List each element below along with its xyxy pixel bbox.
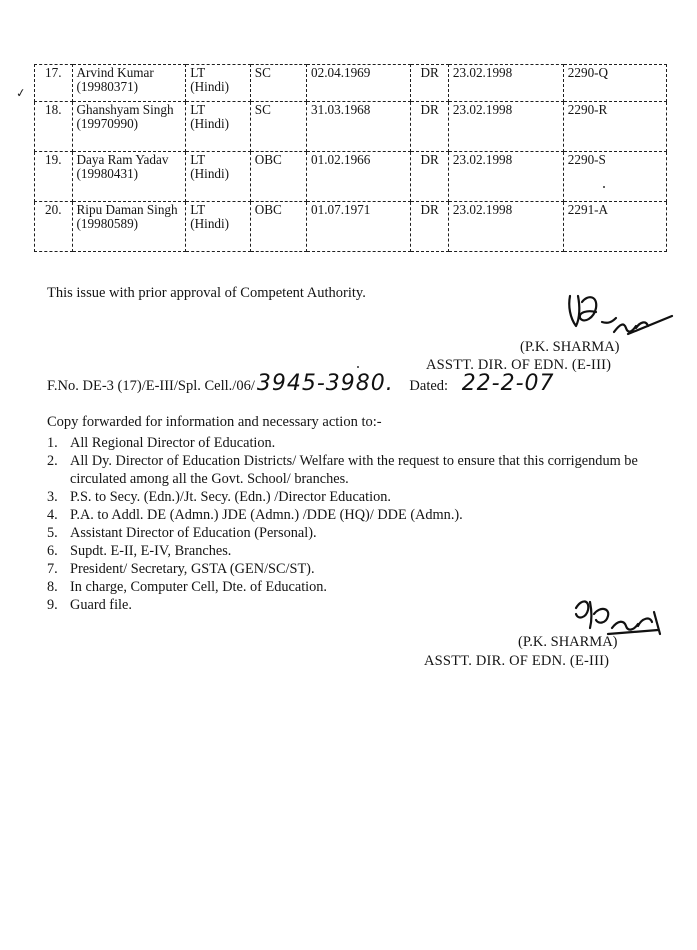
list-item-number: 4. [47, 507, 58, 523]
list-item-text: Supdt. E-II, E-IV, Branches. [70, 543, 232, 559]
file-number-typed: F.No. DE-3 (17)/E-III/Spl. Cell./06/ [47, 378, 255, 394]
name-cell: Arvind Kumar (19980371) [72, 65, 186, 102]
code-cell: 2290-S [563, 152, 666, 202]
date-handwritten: 22-2-07 [461, 371, 555, 396]
table-row [35, 152, 667, 202]
signatory-2-designation: ASSTT. DIR. OF EDN. (E-III) [424, 653, 610, 669]
list-item-text: Assistant Director of Education (Personal). [70, 525, 317, 541]
code-cell: 2290-Q [563, 65, 666, 102]
staff-records-table [34, 64, 667, 252]
dated-label: Dated: [409, 378, 449, 394]
list-item [47, 542, 647, 560]
list-item-text: Guard file. [70, 597, 132, 613]
scan-speck [357, 366, 359, 368]
dob-cell: 31.03.1968 [307, 102, 411, 152]
category-cell: OBC [250, 152, 306, 202]
mode-cell: DR [411, 102, 449, 152]
list-item-number: 8. [47, 579, 58, 595]
joining-date-cell: 23.02.1998 [448, 102, 563, 152]
joining-date-cell: 23.02.1998 [448, 65, 563, 102]
list-item-number: 6. [47, 543, 58, 559]
list-item [47, 578, 647, 596]
category-cell: SC [250, 102, 306, 152]
name-cell: Ghanshyam Singh (19970990) [72, 102, 186, 152]
file-number-handwritten: 3945-3980. [256, 371, 394, 396]
signatory-1-name: (P.K. SHARMA) [520, 339, 620, 355]
list-item-text: President/ Secretary, GSTA (GEN/SC/ST). [70, 561, 315, 577]
list-item-text: In charge, Computer Cell, Dte. of Education. [70, 579, 328, 595]
list-item [47, 434, 647, 452]
serial-number-cell: 20. [35, 202, 73, 252]
list-item-number: 5. [47, 525, 58, 541]
list-item [47, 560, 647, 578]
mode-cell: DR [411, 202, 449, 252]
table-row [35, 65, 667, 102]
serial-number-cell: 17. [35, 65, 73, 102]
list-item-text: P.S. to Secy. (Edn.)/Jt. Secy. (Edn.) /Director Education. [70, 489, 391, 505]
list-item-text: All Regional Director of Education. [70, 435, 276, 451]
post-cell: LT (Hindi) [186, 65, 250, 102]
name-cell: Daya Ram Yadav (19980431) [72, 152, 186, 202]
file-number-line [47, 371, 555, 401]
copy-recipient-list [47, 434, 647, 614]
list-item-number: 1. [47, 435, 58, 451]
mode-cell: DR [411, 152, 449, 202]
post-cell: LT (Hindi) [186, 152, 250, 202]
list-item-text: All Dy. Director of Education Districts/ Welfare with the request to ensure that this corrigendum be circulated among all the Govt. School/ branches. [70, 453, 638, 487]
table-row [35, 202, 667, 252]
serial-number-cell: 19. [35, 152, 73, 202]
list-item-number: 9. [47, 597, 58, 613]
post-cell: LT (Hindi) [186, 102, 250, 152]
joining-date-cell: 23.02.1998 [448, 152, 563, 202]
table-row [35, 102, 667, 152]
dob-cell: 01.07.1971 [307, 202, 411, 252]
list-item [47, 596, 647, 614]
dob-cell: 02.04.1969 [307, 65, 411, 102]
dob-cell: 01.02.1966 [307, 152, 411, 202]
list-item [47, 452, 647, 488]
scan-speck [603, 186, 605, 188]
post-cell: LT (Hindi) [186, 202, 250, 252]
margin-check-mark: ✓ [15, 85, 27, 101]
list-item [47, 524, 647, 542]
code-cell: 2291-A [563, 202, 666, 252]
list-item [47, 506, 647, 524]
name-cell: Ripu Daman Singh (19980589) [72, 202, 186, 252]
mode-cell: DR [411, 65, 449, 102]
list-item-number: 2. [47, 453, 58, 469]
issue-approval-note: This issue with prior approval of Competent Authority. [47, 285, 366, 301]
list-item-text: P.A. to Addl. DE (Admn.) JDE (Admn.) /DDE (HQ)/ DDE (Admn.). [70, 507, 463, 523]
signatory-1-designation: ASSTT. DIR. OF EDN. (E-III) [426, 357, 612, 373]
category-cell: SC [250, 65, 306, 102]
code-cell: 2290-R [563, 102, 666, 152]
serial-number-cell: 18. [35, 102, 73, 152]
category-cell: OBC [250, 202, 306, 252]
signatory-2-name: (P.K. SHARMA) [518, 634, 618, 650]
list-item-number: 7. [47, 561, 58, 577]
joining-date-cell: 23.02.1998 [448, 202, 563, 252]
list-item-number: 3. [47, 489, 58, 505]
copy-forwarded-heading: Copy forwarded for information and necessary action to:- [47, 414, 382, 430]
list-item [47, 488, 647, 506]
